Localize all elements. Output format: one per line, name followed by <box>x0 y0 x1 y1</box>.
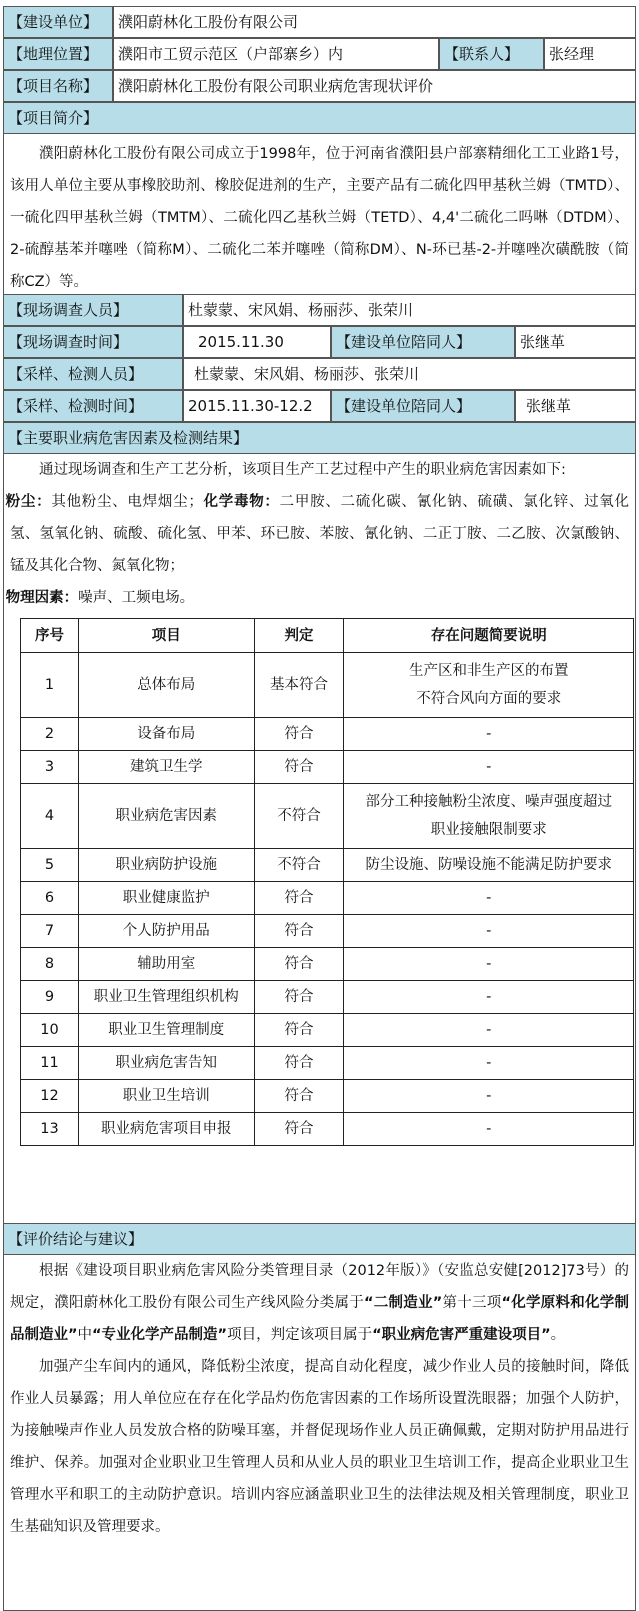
table-row <box>21 981 634 1014</box>
p1-bold-b: “二制造业” <box>363 1295 443 1311</box>
builder-label: 【建设单位】 <box>3 6 113 38</box>
row-verdict: 符合 <box>254 1047 344 1080</box>
phys-value: 噪声、工频电场。 <box>78 590 195 606</box>
row-no: 7 <box>21 915 79 948</box>
dust-label: 粉尘： <box>5 494 52 510</box>
row-verdict: 符合 <box>254 981 344 1014</box>
sampling-staff-label: 【采样、检测人员】 <box>3 358 183 390</box>
row-item: 辅助用室 <box>78 948 254 981</box>
row-verdict: 符合 <box>254 948 344 981</box>
table-row <box>21 1080 634 1113</box>
row-verdict: 符合 <box>254 882 344 915</box>
row-no: 4 <box>21 784 79 849</box>
survey-escort-label: 【建设单位陪同人】 <box>331 326 515 358</box>
table-row <box>21 882 634 915</box>
sampling-staff-row <box>3 358 636 390</box>
table-row <box>21 751 634 784</box>
dust-value: 其他粉尘、电焊烟尘； <box>51 494 203 510</box>
sampling-time-row <box>3 390 636 422</box>
p1-text-a: 根据《建设项目职业病危害风险分类管理目录（2012年版）》（安监总安健[2012]73号）的规定，濮阳蔚林化工股份有限公司生产线风险分类属于 <box>10 1263 629 1311</box>
sampling-escort-label: 【建设单位陪同人】 <box>331 390 515 422</box>
table-row <box>21 1047 634 1080</box>
row-item: 总体布局 <box>78 653 254 718</box>
table-row <box>21 849 634 882</box>
table-row <box>21 653 634 718</box>
table-row <box>21 1113 634 1146</box>
hazards-intro: 通过现场调查和生产工艺分析，该项目生产工艺过程中产生的职业病危害因素如下: <box>39 462 566 478</box>
survey-staff-row <box>3 294 636 326</box>
p1-bold-d: “化学原料和化学制品制造业” <box>10 1295 630 1343</box>
builder-value: 濮阳蔚林化工股份有限公司 <box>113 6 636 38</box>
survey-staff-value: 杜蒙蒙、宋风娟、杨丽莎、张荣川 <box>183 294 636 326</box>
phys-label: 物理因素： <box>5 590 79 606</box>
row-note: - <box>344 1047 634 1080</box>
hazards-section <box>3 454 636 1223</box>
row-no: 12 <box>21 1080 79 1113</box>
row-no: 8 <box>21 948 79 981</box>
location-label: 【地理位置】 <box>3 38 113 70</box>
table-row <box>21 784 634 849</box>
chem-value: 二甲胺、二硫化碳、氰化钠、硫磺、氯化锌、过氧化氢、氢氧化钠、硫酸、硫化氢、甲苯、环已胺、苯胺、氰化钠、二正丁胺、二乙胺、次氯酸钠、锰及其化合物、氮氧化物； <box>10 494 630 574</box>
row-note: - <box>344 948 634 981</box>
p1-bold-h: “职业病危害严重建设项目” <box>372 1327 551 1343</box>
survey-staff-label: 【现场调查人员】 <box>3 294 183 326</box>
row-note: - <box>344 1113 634 1146</box>
row-item: 个人防护用品 <box>78 915 254 948</box>
table-header-row <box>21 619 634 653</box>
row-note: - <box>344 751 634 784</box>
evaluation-table <box>20 618 634 1146</box>
row-item: 建筑卫生学 <box>78 751 254 784</box>
row-verdict: 符合 <box>254 915 344 948</box>
row-item: 职业病危害告知 <box>78 1047 254 1080</box>
row-item: 职业病防护设施 <box>78 849 254 882</box>
table-row <box>21 1014 634 1047</box>
row-verdict: 符合 <box>254 1014 344 1047</box>
sampling-staff-value: 杜蒙蒙、宋风娟、杨丽莎、张荣川 <box>183 358 636 390</box>
builder-row <box>3 6 636 38</box>
row-note: 防尘设施、防噪设施不能满足防护要求 <box>344 849 634 882</box>
hazards-factors <box>5 486 630 582</box>
hazards-physical <box>5 582 629 614</box>
row-note-line1: 部分工种接触粉尘浓度、噪声强度超过 <box>365 794 612 810</box>
row-note <box>344 653 634 718</box>
location-row <box>3 38 636 70</box>
p1-text-c: 第十三项 <box>442 1295 502 1311</box>
row-no: 2 <box>21 718 79 751</box>
row-item: 职业病危害因素 <box>78 784 254 849</box>
row-note-line2: 职业接触限制要求 <box>430 822 547 838</box>
p1-bold-f: “专业化学产品制造” <box>92 1327 228 1343</box>
intro-label: 【项目简介】 <box>3 102 636 134</box>
p1-text-g: 项目，判定该项目属于 <box>227 1327 373 1343</box>
header-verdict: 判定 <box>254 619 344 653</box>
row-verdict: 符合 <box>254 1113 344 1146</box>
sampling-time-label: 【采样、检测时间】 <box>3 390 183 422</box>
row-note-line1: 生产区和非生产区的布置 <box>408 663 569 679</box>
evaluation-sheet <box>3 6 636 1611</box>
p1-text-i: 。 <box>550 1327 566 1343</box>
row-note: - <box>344 981 634 1014</box>
sampling-escort-value: 张继革 <box>515 390 636 422</box>
sampling-time-value: 2015.11.30-12.2 <box>183 390 331 422</box>
table-row <box>21 915 634 948</box>
hazards-label: 【主要职业病危害因素及检测结果】 <box>3 422 636 454</box>
project-value: 濮阳蔚林化工股份有限公司职业病危害现状评价 <box>113 70 636 102</box>
row-no: 11 <box>21 1047 79 1080</box>
row-no: 10 <box>21 1014 79 1047</box>
row-verdict: 符合 <box>254 718 344 751</box>
row-note-line2: 不符合风向方面的要求 <box>416 691 562 707</box>
p1-text-e: 中 <box>77 1327 93 1343</box>
project-label: 【项目名称】 <box>3 70 113 102</box>
row-item: 职业卫生培训 <box>78 1080 254 1113</box>
row-note: - <box>344 1014 634 1047</box>
row-item: 职业卫生管理组织机构 <box>78 981 254 1014</box>
row-verdict: 符合 <box>254 1080 344 1113</box>
row-verdict: 符合 <box>254 751 344 784</box>
row-no: 5 <box>21 849 79 882</box>
row-verdict: 不符合 <box>254 849 344 882</box>
survey-escort-value: 张继革 <box>515 326 636 358</box>
row-no: 6 <box>21 882 79 915</box>
project-row <box>3 70 636 102</box>
conclusion-paragraph-2: 加强产尘车间内的通风，降低粉尘浓度，提高自动化程度，减少作业人员的接触时间，降低作业人员暴露；用人单位应在存在化学品灼伤危害因素的工作场所设置洗眼器；加强个人防护，为接触噪声作业人员发放合格的防噪耳塞，并督促现场作业人员正确佩戴，定期对防护用品进行维护、保养。加强对企业职业卫生管理人员和从业人员的职业卫生培训工作，提高企业职业卫生管理水平和职工的主动防护意识。培训内容应涵盖职业卫生的法律法规及相关管理制度，职业卫生基础知识及管理要求。 <box>10 1359 629 1535</box>
survey-time-value: 2015.11.30 <box>183 326 331 358</box>
conclusion-section <box>3 1255 636 1611</box>
row-note: - <box>344 915 634 948</box>
row-no: 1 <box>21 653 79 718</box>
chem-label: 化学毒物： <box>202 494 280 510</box>
intro-text: 濮阳蔚林化工股份有限公司成立于1998年，位于河南省濮阳县户部寨精细化工工业路1号，该用人单位主要从事橡胶助剂、橡胶促进剂的生产，主要产品有二硫化四甲基秋兰姆（TMTD）、一硫化四甲基秋兰姆（TMTM）、二硫化四乙基秋兰姆（TETD）、4,4'二硫化二吗啉（DTDM）、2-硫醇基苯并噻唑（简称M）、二硫化二苯并噻唑（简称DM）、N-环已基-2-并噻唑次磺酰胺（简称CZ）等。 <box>3 134 636 294</box>
row-item: 职业卫生管理制度 <box>78 1014 254 1047</box>
row-item: 职业健康监护 <box>78 882 254 915</box>
row-no: 9 <box>21 981 79 1014</box>
contact-label: 【联系人】 <box>439 38 544 70</box>
contact-value: 张经理 <box>544 38 636 70</box>
conclusion-paragraph-1 <box>10 1255 629 1351</box>
row-note: - <box>344 718 634 751</box>
row-no: 13 <box>21 1113 79 1146</box>
row-item: 设备布局 <box>78 718 254 751</box>
survey-time-row <box>3 326 636 358</box>
row-note: - <box>344 1080 634 1113</box>
header-no: 序号 <box>21 619 79 653</box>
header-note: 存在问题简要说明 <box>344 619 634 653</box>
row-item: 职业病危害项目申报 <box>78 1113 254 1146</box>
survey-time-label: 【现场调查时间】 <box>3 326 183 358</box>
table-row <box>21 948 634 981</box>
row-note <box>344 784 634 849</box>
conclusion-label: 【评价结论与建议】 <box>3 1223 636 1255</box>
table-row <box>21 718 634 751</box>
row-note: - <box>344 882 634 915</box>
row-verdict: 不符合 <box>254 784 344 849</box>
header-item: 项目 <box>78 619 254 653</box>
row-no: 3 <box>21 751 79 784</box>
row-verdict: 基本符合 <box>254 653 344 718</box>
location-value: 濮阳市工贸示范区（户部寨乡）内 <box>113 38 439 70</box>
